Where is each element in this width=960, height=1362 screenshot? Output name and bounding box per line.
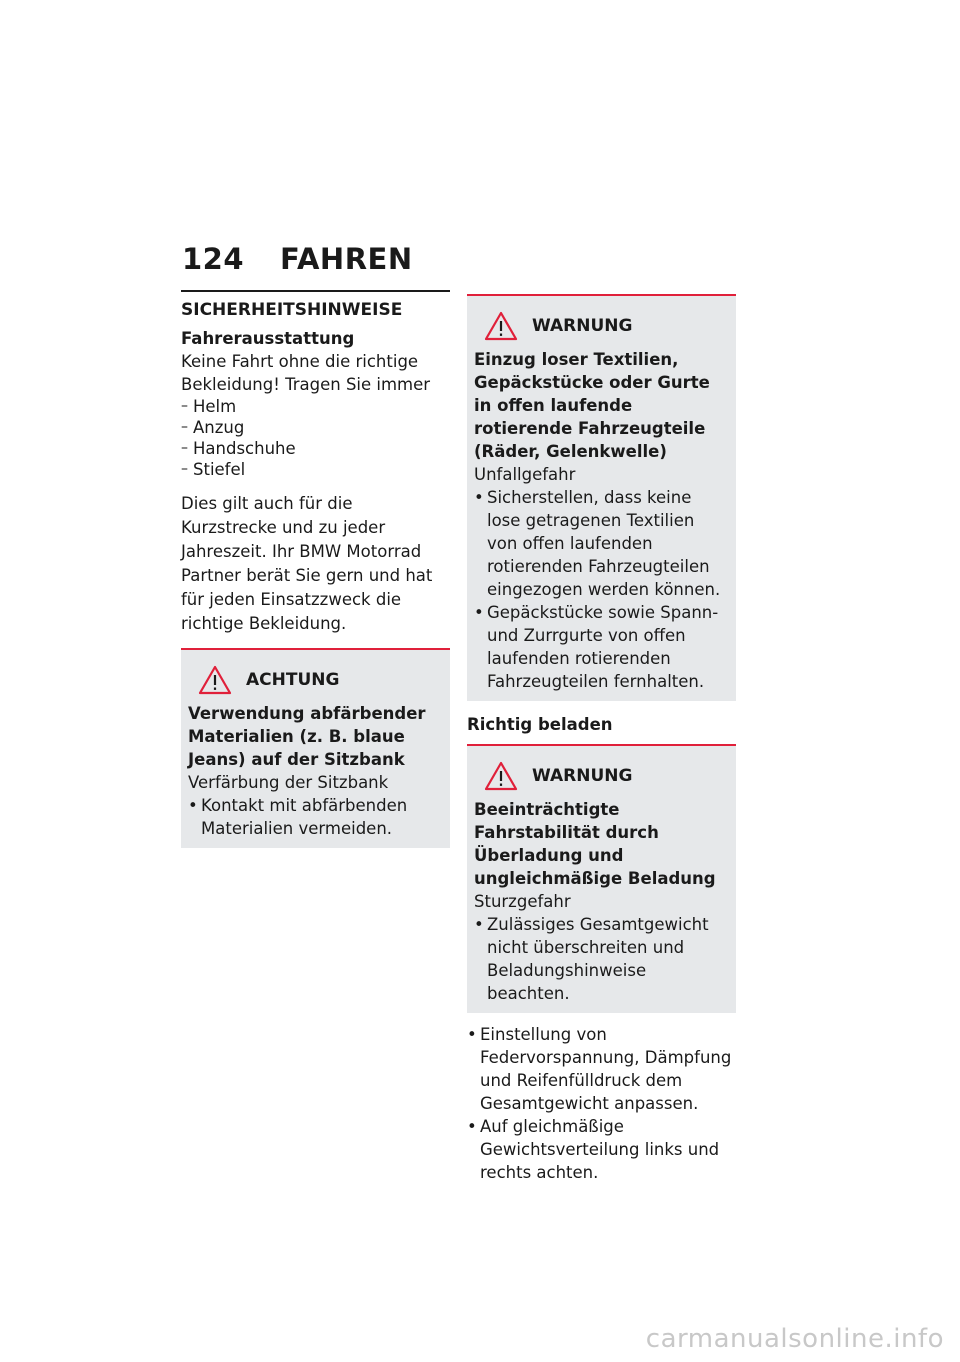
list-item: • Auf gleichmäßige Gewichtsverteilung links und rechts achten. — [467, 1115, 736, 1184]
notice-actions — [188, 794, 443, 840]
notice-signal-word: ACHTUNG — [246, 670, 340, 690]
equipment-list — [181, 396, 450, 480]
list-item: – Anzug — [181, 417, 450, 438]
left-column — [181, 290, 450, 848]
section-title: SICHERHEITSHINWEISE — [181, 290, 450, 321]
subhead-rider-equipment: Fahrerausstattung — [181, 329, 355, 348]
notice-hazard: Beeinträchtigte Fahrstabilität durch Überladung und ungleichmäßige Beladung — [474, 800, 716, 888]
body-paragraph: Dies gilt auch für die Kurzstrecke und zu jeder Jahreszeit. Ihr BMW Motorrad Partner berät Sie gern und hat für jeden Einsatzzweck die richtige Bekleidung. — [181, 494, 433, 633]
notice-hazard: Einzug loser Textilien, Gepäckstücke oder Gurte in offen laufende rotierende Fahrzeugteile (Räder, Gelenkwelle) — [474, 350, 710, 461]
watermark: carmanualsonline.info — [645, 1324, 944, 1354]
subhead-loading: Richtig beladen — [467, 715, 613, 734]
warning-triangle-icon — [484, 761, 518, 791]
notice-header — [474, 304, 729, 348]
notice-consequence: Verfärbung der Sitzbank — [188, 773, 389, 792]
page-header — [182, 242, 413, 276]
notice-header — [474, 754, 729, 798]
list-item: – Helm — [181, 396, 450, 417]
list-item: – Handschuhe — [181, 438, 450, 459]
list-item: • Einstellung von Federvorspannung, Dämpfung und Reifenfülldruck dem Gesamtgewicht anpassen. — [467, 1023, 736, 1115]
notice-actions — [474, 913, 729, 1005]
intro-text: Keine Fahrt ohne die richtige Bekleidung! Tragen Sie immer — [181, 352, 431, 394]
list-item: • Sicherstellen, dass keine lose getragenen Textilien von offen laufenden rotierenden Fahrzeugteilen eingezogen werden können. — [474, 486, 729, 601]
notice-header — [188, 658, 443, 702]
chapter-title: FAHREN — [280, 242, 413, 276]
notice-signal-word: WARNUNG — [532, 316, 633, 336]
warning-triangle-icon — [198, 665, 232, 695]
notice-hazard: Verwendung abfärbender Materialien (z. B. blaue Jeans) auf der Sitzbank — [188, 704, 426, 769]
warning-triangle-icon — [484, 311, 518, 341]
list-item: • Kontakt mit abfärbenden Materialien vermeiden. — [188, 794, 443, 840]
notice-consequence: Sturzgefahr — [474, 892, 571, 911]
right-column — [467, 294, 736, 1184]
list-item: • Gepäckstücke sowie Spann- und Zurrgurte von offen laufenden rotierenden Fahrzeugteilen fernhalten. — [474, 601, 729, 693]
notice-warnung-2 — [467, 744, 736, 1013]
list-item: – Stiefel — [181, 459, 450, 480]
notice-achtung — [181, 648, 450, 848]
notice-actions — [474, 486, 729, 693]
page-number: 124 — [182, 242, 245, 276]
list-item: • Zulässiges Gesamtgewicht nicht überschreiten und Beladungshinweise beachten. — [474, 913, 729, 1005]
notice-warnung-1 — [467, 294, 736, 701]
notice-signal-word: WARNUNG — [532, 766, 633, 786]
notice-consequence: Unfallgefahr — [474, 465, 576, 484]
loading-instructions — [467, 1023, 736, 1184]
